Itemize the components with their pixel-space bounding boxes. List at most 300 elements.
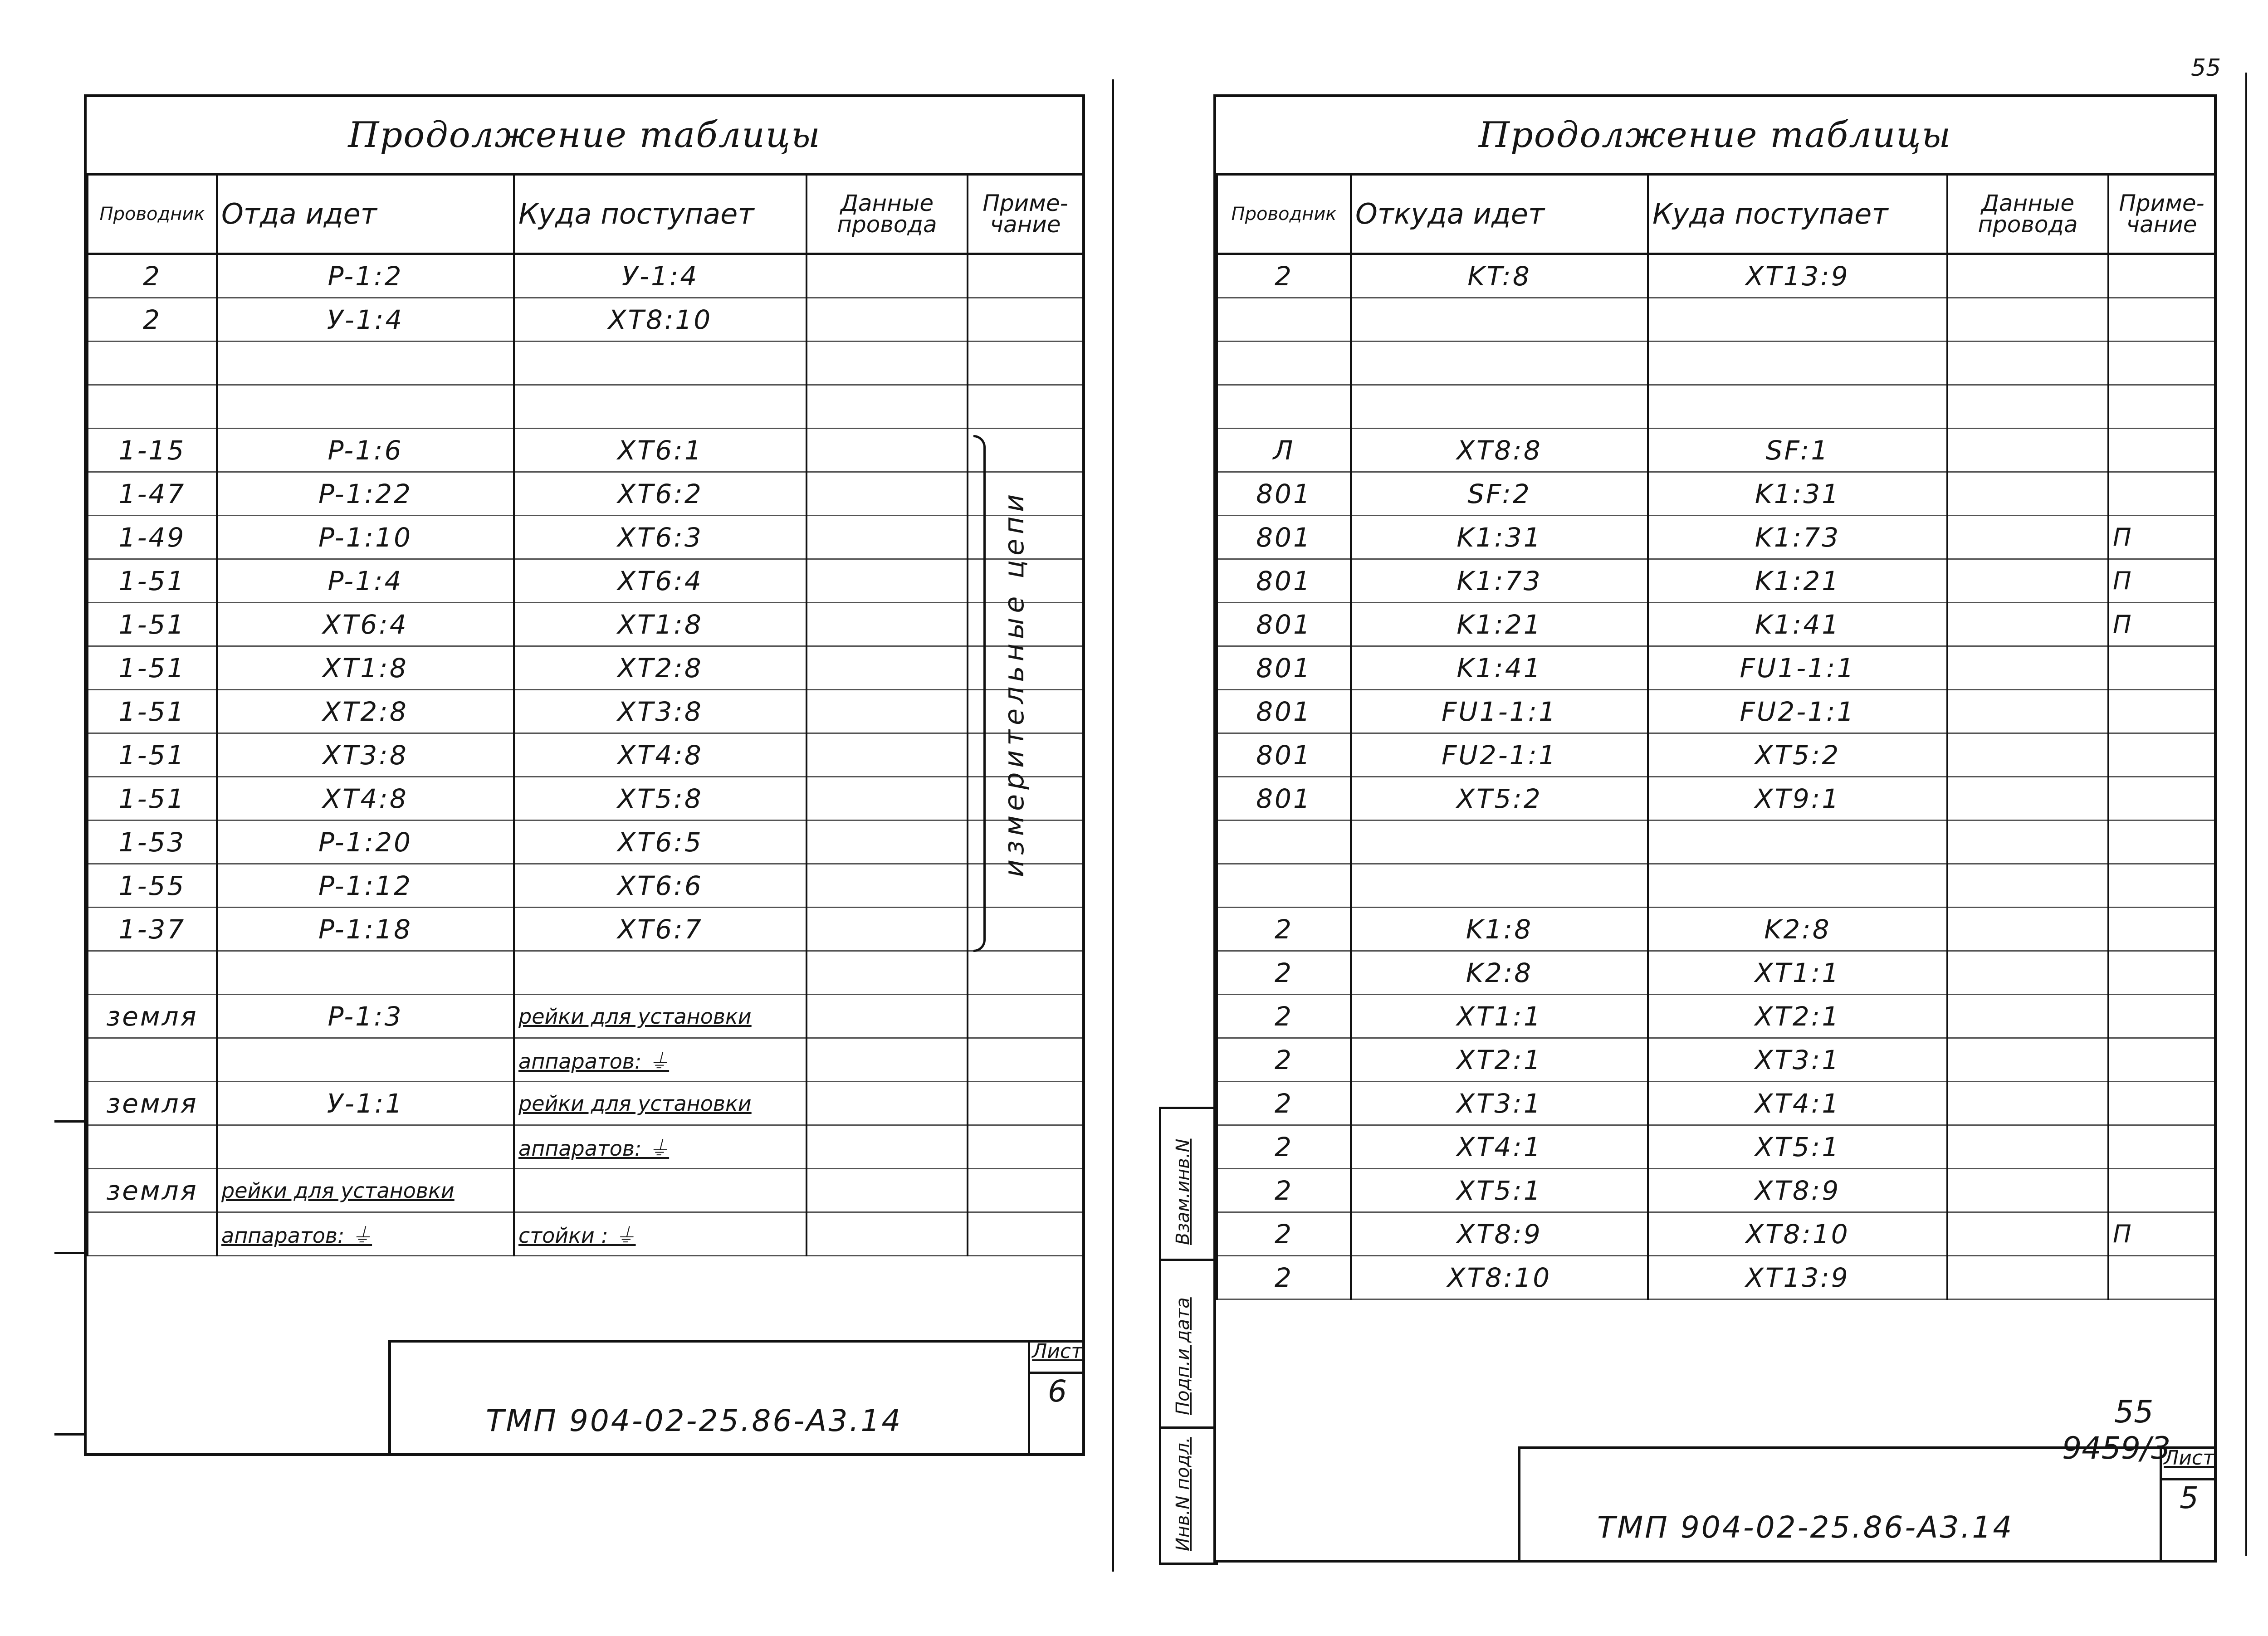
cell-to [514, 1169, 807, 1212]
cell-conductor: 801 [1217, 516, 1351, 559]
cell-conductor: 801 [1217, 559, 1351, 603]
right-drawing-code: ТМП 904-02-25.86-А3.14 [1597, 1510, 2014, 1545]
cell-conductor: 801 [1217, 733, 1351, 777]
cell-wire-data [1947, 472, 2108, 516]
table-row [88, 1169, 1083, 1212]
cell-from: XT3:1 [1351, 1082, 1648, 1125]
table-row [1217, 385, 2215, 429]
cell-to: аппаратов: ⏚ [514, 1125, 807, 1169]
left-margin-tick-3 [54, 1433, 86, 1436]
cell-wire-data [807, 690, 968, 733]
cell-note [2108, 646, 2215, 690]
table-row [88, 995, 1083, 1038]
cell-from: P-1:12 [217, 864, 514, 908]
cell-to: XT13:9 [1648, 254, 1947, 298]
center-fold-line [1112, 79, 1114, 1572]
cell-note [968, 1038, 1083, 1082]
cell-from: K1:31 [1351, 516, 1648, 559]
cell-conductor: 1-51 [88, 777, 217, 820]
cell-from: FU2-1:1 [1351, 733, 1648, 777]
cell-conductor [88, 951, 217, 995]
table-row [88, 385, 1083, 429]
cell-note [2108, 951, 2215, 995]
table-row [1217, 995, 2215, 1038]
right-side-strip [1159, 1107, 1218, 1565]
cell-to: XT4:1 [1648, 1082, 1947, 1125]
cell-to: XT5:2 [1648, 733, 1947, 777]
table-row [1217, 298, 2215, 342]
cell-note [2108, 1169, 2215, 1212]
table-row [88, 864, 1083, 908]
cell-from [217, 385, 514, 429]
cell-to [1648, 864, 1947, 908]
cell-to [1648, 298, 1947, 342]
left-drawing-code: ТМП 904-02-25.86-А3.14 [486, 1403, 903, 1438]
cell-to: XT5:8 [514, 777, 807, 820]
right-sheet [1213, 94, 2217, 1563]
cell-conductor: 2 [1217, 1082, 1351, 1125]
table-row [1217, 777, 2215, 820]
cell-to: SF:1 [1648, 429, 1947, 472]
cell-note [2108, 385, 2215, 429]
strip-replace-inv: Взам.инв.N [1173, 1138, 1193, 1245]
cell-to: XT6:2 [514, 472, 807, 516]
cell-note [2108, 429, 2215, 472]
col-header-from: Откуда идет [1351, 176, 1648, 254]
cell-wire-data [1947, 908, 2108, 951]
cell-from: XT3:8 [217, 733, 514, 777]
cell-wire-data [807, 516, 968, 559]
cell-wire-data [807, 995, 968, 1038]
left-sheet [84, 94, 1085, 1456]
cell-conductor [1217, 298, 1351, 342]
cell-conductor: земля [88, 1169, 217, 1212]
cell-to: K1:21 [1648, 559, 1947, 603]
cell-conductor [1217, 385, 1351, 429]
cell-to: XT3:8 [514, 690, 807, 733]
cell-from [1351, 864, 1648, 908]
cell-conductor: 1-51 [88, 646, 217, 690]
col-header-conductor: Проводник [1217, 176, 1351, 254]
cell-note [968, 1125, 1083, 1169]
cell-wire-data [1947, 298, 2108, 342]
cell-note [2108, 1256, 2215, 1299]
cell-wire-data [807, 1038, 968, 1082]
cell-from [217, 342, 514, 385]
table-row [88, 1125, 1083, 1169]
table-row [1217, 1125, 2215, 1169]
cell-to: XT6:1 [514, 429, 807, 472]
cell-note [2108, 820, 2215, 864]
cell-conductor: земля [88, 995, 217, 1038]
cell-note [968, 995, 1083, 1038]
table-row [1217, 342, 2215, 385]
cell-conductor: 1-15 [88, 429, 217, 472]
table-row [1217, 472, 2215, 516]
handwritten-page-number: 55 [2114, 1394, 2154, 1430]
cell-to: K1:31 [1648, 472, 1947, 516]
cell-wire-data [807, 1082, 968, 1125]
cell-from: P-1:18 [217, 908, 514, 951]
cell-to: XT2:1 [1648, 995, 1947, 1038]
cell-note [2108, 1125, 2215, 1169]
cell-wire-data [1947, 690, 2108, 733]
table-row [88, 1038, 1083, 1082]
table-row [1217, 864, 2215, 908]
cell-note [2108, 254, 2215, 298]
cell-to [1648, 820, 1947, 864]
col-header-conductor: Провoдник [88, 176, 217, 254]
right-table-title: Продолжение таблицы [1216, 97, 2214, 176]
table-row [1217, 646, 2215, 690]
cell-from [1351, 820, 1648, 864]
col-header-to: Куда поступает [514, 176, 807, 254]
table-row [1217, 1082, 2215, 1125]
cell-from: XT2:8 [217, 690, 514, 733]
table-row [88, 516, 1083, 559]
cell-wire-data [1947, 951, 2108, 995]
left-margin-tick-2 [54, 1252, 86, 1254]
strip-inv-original: Инв.N подл. [1173, 1437, 1193, 1551]
cell-from: XT6:4 [217, 603, 514, 646]
cell-wire-data [1947, 516, 2108, 559]
cell-to: XT1:1 [1648, 951, 1947, 995]
table-row [1217, 908, 2215, 951]
right-title-block [1518, 1446, 2217, 1563]
cell-from: K1:21 [1351, 603, 1648, 646]
cell-from: SF:2 [1351, 472, 1648, 516]
cell-from: XT4:8 [217, 777, 514, 820]
table-row [88, 429, 1083, 472]
table-row [1217, 254, 2215, 298]
table-row [88, 646, 1083, 690]
cell-to: XT2:8 [514, 646, 807, 690]
cell-conductor [88, 342, 217, 385]
col-header-to: Куда поступает [1648, 176, 1947, 254]
cell-note [968, 1212, 1083, 1256]
cell-from: P-1:22 [217, 472, 514, 516]
cell-conductor [88, 1212, 217, 1256]
cell-conductor: 2 [88, 254, 217, 298]
cell-from: KT:8 [1351, 254, 1648, 298]
cell-wire-data [807, 559, 968, 603]
cell-to: XT6:7 [514, 908, 807, 951]
table-row [88, 733, 1083, 777]
cell-to: рейки для установки [514, 1082, 807, 1125]
cell-to: K1:73 [1648, 516, 1947, 559]
cell-from: XT2:1 [1351, 1038, 1648, 1082]
cell-note [2108, 733, 2215, 777]
cell-to: K2:8 [1648, 908, 1947, 951]
right-edge-line [2245, 73, 2247, 1556]
table-row [88, 690, 1083, 733]
table-row [88, 908, 1083, 951]
cell-conductor: 1-51 [88, 559, 217, 603]
cell-from: FU1-1:1 [1351, 690, 1648, 733]
cell-wire-data [1947, 777, 2108, 820]
cell-wire-data [1947, 995, 2108, 1038]
cell-wire-data [1947, 342, 2108, 385]
cell-wire-data [1947, 603, 2108, 646]
cell-from: XT5:2 [1351, 777, 1648, 820]
cell-wire-data [807, 1125, 968, 1169]
cell-note [2108, 777, 2215, 820]
cell-note [968, 254, 1083, 298]
cell-to: XT3:1 [1648, 1038, 1947, 1082]
cell-from: K2:8 [1351, 951, 1648, 995]
cell-note: П [2108, 516, 2215, 559]
cell-conductor: 801 [1217, 646, 1351, 690]
table-row [88, 298, 1083, 342]
table-row [1217, 516, 2215, 559]
cell-from: P-1:20 [217, 820, 514, 864]
cell-wire-data [807, 908, 968, 951]
cell-conductor: 2 [1217, 1169, 1351, 1212]
cell-conductor [88, 1038, 217, 1082]
cell-note [968, 951, 1083, 995]
cell-conductor: 1-37 [88, 908, 217, 951]
cell-from: XT8:10 [1351, 1256, 1648, 1299]
left-wire-table [87, 176, 1084, 1256]
cell-from: K1:41 [1351, 646, 1648, 690]
cell-wire-data [1947, 1169, 2108, 1212]
col-header-note: Приме-чание [968, 176, 1083, 254]
cell-to: XT6:3 [514, 516, 807, 559]
cell-to: XT4:8 [514, 733, 807, 777]
cell-wire-data [807, 342, 968, 385]
table-row [88, 1082, 1083, 1125]
cell-conductor [88, 1125, 217, 1169]
cell-note [2108, 995, 2215, 1038]
table-row [88, 342, 1083, 385]
cell-conductor: 801 [1217, 690, 1351, 733]
cell-wire-data [807, 385, 968, 429]
cell-conductor: 1-55 [88, 864, 217, 908]
cell-wire-data [807, 472, 968, 516]
cell-wire-data [807, 951, 968, 995]
cell-to [514, 951, 807, 995]
cell-from: K1:8 [1351, 908, 1648, 951]
cell-to: XT9:1 [1648, 777, 1947, 820]
cell-wire-data [1947, 733, 2108, 777]
cell-wire-data [1947, 559, 2108, 603]
cell-conductor: 2 [1217, 1212, 1351, 1256]
table-row [1217, 429, 2215, 472]
cell-to: FU1-1:1 [1648, 646, 1947, 690]
cell-conductor: 2 [88, 298, 217, 342]
cell-from: XT1:8 [217, 646, 514, 690]
table-row [88, 820, 1083, 864]
cell-to [1648, 342, 1947, 385]
cell-wire-data [1947, 864, 2108, 908]
cell-conductor: земля [88, 1082, 217, 1125]
cell-from [217, 1125, 514, 1169]
right-table-header-row [1217, 176, 2215, 254]
cell-from: XT8:8 [1351, 429, 1648, 472]
cell-wire-data [1947, 385, 2108, 429]
strip-sign-date: Подп.и дата [1173, 1297, 1193, 1415]
cell-wire-data [1947, 1125, 2108, 1169]
table-row [1217, 733, 2215, 777]
cell-from [217, 1038, 514, 1082]
cell-conductor [1217, 342, 1351, 385]
col-header-wire-data: Данные провода [1947, 176, 2108, 254]
cell-to: K1:41 [1648, 603, 1947, 646]
cell-note: П [2108, 559, 2215, 603]
table-row [88, 472, 1083, 516]
cell-conductor: 1-51 [88, 690, 217, 733]
cell-wire-data [1947, 1212, 2108, 1256]
cell-from [1351, 298, 1648, 342]
cell-conductor: 2 [1217, 254, 1351, 298]
cell-conductor: 2 [1217, 1125, 1351, 1169]
cell-conductor: 1-49 [88, 516, 217, 559]
left-margin-tick-1 [54, 1120, 86, 1123]
cell-to [1648, 385, 1947, 429]
cell-from [1351, 385, 1648, 429]
cell-wire-data [1947, 820, 2108, 864]
cell-from: У-1:1 [217, 1082, 514, 1125]
cell-conductor: 2 [1217, 995, 1351, 1038]
cell-from [217, 951, 514, 995]
cell-from: K1:73 [1351, 559, 1648, 603]
cell-note: П [2108, 603, 2215, 646]
cell-from: P-1:10 [217, 516, 514, 559]
cell-conductor: 2 [1217, 1038, 1351, 1082]
measuring-circuits-note: измерительные цепи [998, 489, 1030, 877]
table-row [1217, 1038, 2215, 1082]
cell-wire-data [807, 1212, 968, 1256]
cell-wire-data [807, 733, 968, 777]
cell-from: P-1:3 [217, 995, 514, 1038]
sheet-number: 5 [2180, 1480, 2199, 1515]
cell-from: XT8:9 [1351, 1212, 1648, 1256]
cell-from: рейки для установки [217, 1169, 514, 1212]
cell-conductor: 2 [1217, 908, 1351, 951]
table-row [1217, 690, 2215, 733]
cell-note [2108, 472, 2215, 516]
right-wire-table [1216, 176, 2216, 1300]
cell-conductor: 801 [1217, 603, 1351, 646]
cell-wire-data [1947, 254, 2108, 298]
cell-conductor: Л [1217, 429, 1351, 472]
table-row [88, 254, 1083, 298]
table-row [1217, 820, 2215, 864]
cell-conductor: 801 [1217, 777, 1351, 820]
cell-note [2108, 1082, 2215, 1125]
cell-conductor: 2 [1217, 951, 1351, 995]
cell-from: аппаратов: ⏚ [217, 1212, 514, 1256]
table-row [88, 951, 1083, 995]
cell-wire-data [1947, 646, 2108, 690]
cell-to: рейки для установки [514, 995, 807, 1038]
left-sheet-number-box [1028, 1340, 1085, 1453]
cell-note [2108, 1038, 2215, 1082]
cell-from: XT4:1 [1351, 1125, 1648, 1169]
measuring-circuits-brace [973, 435, 986, 952]
cell-from: P-1:4 [217, 559, 514, 603]
cell-conductor [88, 385, 217, 429]
cell-to: XT5:1 [1648, 1125, 1947, 1169]
cell-to: XT8:10 [514, 298, 807, 342]
cell-to: XT6:6 [514, 864, 807, 908]
cell-to: XT8:10 [1648, 1212, 1947, 1256]
sheet-label: Лист [1030, 1340, 1085, 1374]
cell-to: FU2-1:1 [1648, 690, 1947, 733]
table-row [1217, 1169, 2215, 1212]
cell-conductor: 801 [1217, 472, 1351, 516]
cell-to: XT6:4 [514, 559, 807, 603]
cell-conductor [1217, 820, 1351, 864]
cell-from: У-1:4 [217, 298, 514, 342]
corner-page-mark: 55 [2191, 54, 2221, 82]
table-row [1217, 559, 2215, 603]
cell-wire-data [807, 603, 968, 646]
cell-wire-data [1947, 1256, 2108, 1299]
table-row [88, 559, 1083, 603]
cell-wire-data [807, 864, 968, 908]
cell-to: XT13:9 [1648, 1256, 1947, 1299]
col-header-from: Отда идет [217, 176, 514, 254]
cell-wire-data [807, 820, 968, 864]
cell-note [968, 342, 1083, 385]
cell-to [514, 385, 807, 429]
table-row [1217, 1256, 2215, 1299]
cell-wire-data [1947, 1038, 2108, 1082]
cell-from: P-1:6 [217, 429, 514, 472]
cell-note [2108, 690, 2215, 733]
cell-conductor: 1-51 [88, 603, 217, 646]
col-header-note: Приме-чание [2108, 176, 2215, 254]
left-table-header-row [88, 176, 1083, 254]
cell-to: аппаратов: ⏚ [514, 1038, 807, 1082]
cell-note [2108, 298, 2215, 342]
cell-wire-data [807, 646, 968, 690]
cell-note [2108, 342, 2215, 385]
cell-wire-data [807, 298, 968, 342]
handwritten-reference: 9459/3 [2062, 1431, 2171, 1466]
cell-wire-data [807, 429, 968, 472]
cell-to: XT6:5 [514, 820, 807, 864]
table-row [1217, 951, 2215, 995]
cell-note: П [2108, 1212, 2215, 1256]
cell-wire-data [807, 777, 968, 820]
sheet-label: Лист [2162, 1446, 2216, 1480]
cell-wire-data [1947, 429, 2108, 472]
sheet-number: 6 [1048, 1374, 1067, 1409]
cell-note [968, 1082, 1083, 1125]
cell-conductor [1217, 864, 1351, 908]
col-header-wire-data: Данные провода [807, 176, 968, 254]
cell-note [968, 385, 1083, 429]
cell-to: У-1:4 [514, 254, 807, 298]
table-row [1217, 1212, 2215, 1256]
table-row [88, 777, 1083, 820]
cell-to: стойки : ⏚ [514, 1212, 807, 1256]
cell-wire-data [807, 254, 968, 298]
table-row [88, 1212, 1083, 1256]
cell-note [968, 1169, 1083, 1212]
table-row [1217, 603, 2215, 646]
cell-to: XT1:8 [514, 603, 807, 646]
cell-conductor: 1-47 [88, 472, 217, 516]
cell-to: XT8:9 [1648, 1169, 1947, 1212]
cell-wire-data [807, 1169, 968, 1212]
left-title-block [388, 1340, 1085, 1456]
cell-note [2108, 908, 2215, 951]
cell-conductor: 1-51 [88, 733, 217, 777]
cell-from: P-1:2 [217, 254, 514, 298]
